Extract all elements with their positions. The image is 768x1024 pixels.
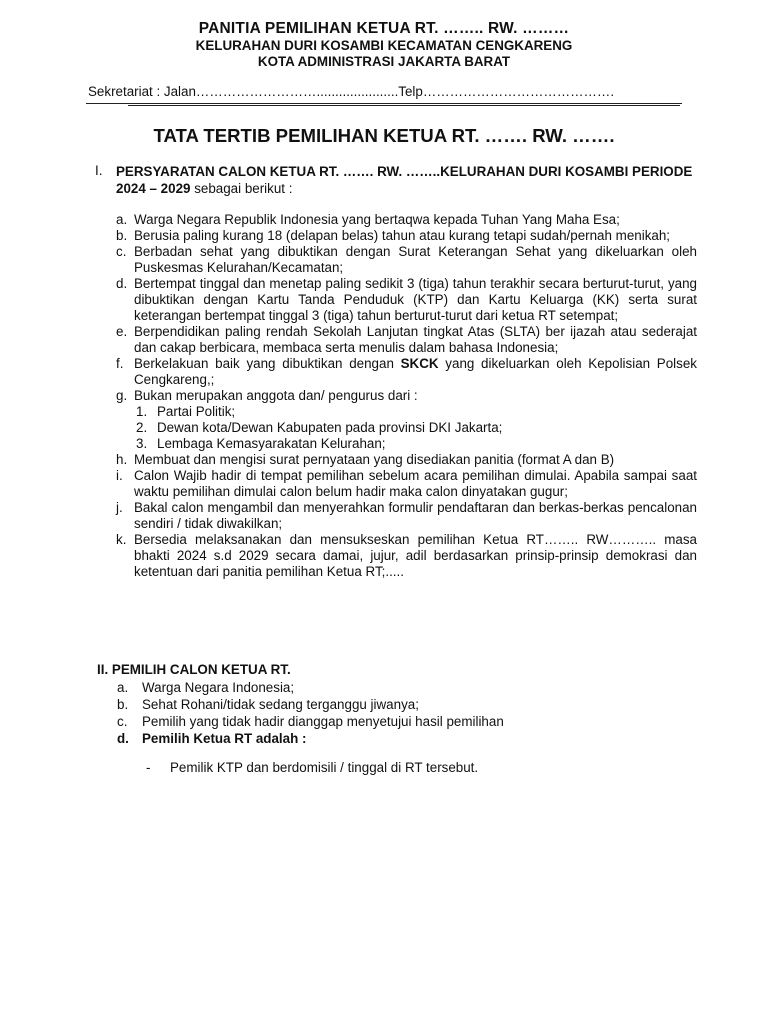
sublist-item (134, 420, 697, 436)
skck-bold-text: SKCK (400, 356, 439, 371)
list-item-text: Warga Negara Republik Indonesia yang bertaqwa kepada Tuhan Yang Maha Esa; (134, 212, 620, 227)
sublist-item-text: Partai Politik; (157, 404, 236, 419)
list-marker: e. (116, 324, 128, 339)
list-marker: a. (117, 680, 129, 695)
section1-heading-bold: PERSYARATAN CALON KETUA RT. ……. RW. ……..KELURAHAN DURI KOSAMBI PERIODE 2024 – 2029 (116, 164, 693, 196)
header-secretariat: Sekretariat : Jalan………………………......................Telp……………………………………. (88, 84, 615, 99)
list-item (116, 468, 697, 500)
sublist-item (134, 404, 697, 420)
list-item-text: Berpendidikan paling rendah Sekolah Lanjutan tingkat Atas (SLTA) ber ijazah atau sederajat dan cakap berbicara, membaca serta menulis dalam bahasa Indonesia; (134, 324, 697, 355)
list-marker: j. (116, 500, 123, 515)
list-item-text: Bakal calon mengambil dan menyerahkan formulir pendaftaran dan berkas-berkas pencalonan sendiri / tidak diwakilkan; (134, 500, 697, 531)
requirements-list (116, 212, 697, 580)
list-item-text: Bertempat tinggal dan menetap paling sedikit 3 (tiga) tahun terakhir secara berturut-turut, yang dibuktikan dengan Kartu Tanda Penduduk (KTP) dan Kartu Keluarga (KK) serta surat keterangan bertempat tinggal 3 (tiga) tahun berturut-turut dari ketua RT setempat; (134, 276, 697, 323)
list-marker: h. (116, 452, 128, 467)
list-item-text: Pemilih yang tidak hadir dianggap menyetujui hasil pemilihan (142, 714, 504, 729)
list-item-text-after: yang dikeluarkan oleh Kepolisian Polsek Cengkareng,; (134, 356, 697, 387)
list-marker: f. (116, 356, 124, 371)
list-item (116, 276, 697, 324)
header-committee-title: PANITIA PEMILIHAN KETUA RT. …….. RW. ……… (198, 20, 570, 37)
list-marker: b. (116, 228, 128, 243)
voters-list (117, 679, 677, 747)
sublist-item (134, 436, 697, 452)
dash-marker: - (146, 760, 151, 775)
list-item (117, 696, 677, 713)
list-marker: d. (117, 731, 129, 746)
list-marker: c. (117, 714, 128, 729)
list-item (116, 228, 697, 244)
list-marker: i. (116, 468, 123, 483)
list-item (116, 212, 697, 228)
list-item-text: Berbadan sehat yang dibuktikan dengan Surat Keterangan Sehat yang dikeluarkan oleh Puskesmas Kelurahan/Kecamatan; (134, 244, 697, 275)
section1-number: I. (95, 163, 103, 178)
section1-heading (116, 163, 706, 197)
sublist-item-text: Dewan kota/Dewan Kabupaten pada provinsi DKI Jakarta; (157, 420, 503, 435)
list-marker: a. (116, 212, 128, 227)
header-city: KOTA ADMINISTRASI JAKARTA BARAT (257, 54, 511, 69)
dash-item-text: Pemilik KTP dan berdomisili / tinggal di RT tersebut. (170, 760, 479, 775)
list-item (117, 713, 677, 730)
list-item (116, 388, 697, 452)
list-marker: d. (116, 276, 128, 291)
list-item (117, 730, 677, 747)
sublist-marker: 3. (136, 436, 148, 451)
list-item-text: Membuat dan mengisi surat pernyataan yang disediakan panitia (format A dan B) (134, 452, 615, 467)
list-item (116, 244, 697, 276)
list-marker: k. (116, 532, 127, 547)
list-marker: b. (117, 697, 129, 712)
dash-item (146, 760, 478, 775)
list-item-text: Berusia paling kurang 18 (delapan belas) tahun atau kurang tetapi sudah/pernah menikah; (134, 228, 670, 243)
list-item (116, 500, 697, 532)
list-item-text: Warga Negara Indonesia; (142, 680, 295, 695)
list-item-text: Bersedia melaksanakan dan mensukseskan pemilihan Ketua RT…….. RW……….. masa bhakti 2024 s.d 2029 secara damai, jujur, adil berdasarkan prinsip-prinsip demokrasi dan ketentuan dari panitia pemilihan Ketua RT;..... (134, 532, 697, 579)
list-item (116, 324, 697, 356)
header-divider-bottom (128, 105, 680, 106)
sublist-marker: 2. (136, 420, 148, 435)
list-item (116, 356, 697, 388)
sublist (134, 404, 697, 452)
sublist-item-text: Lembaga Kemasyarakatan Kelurahan; (157, 436, 386, 451)
document-title: TATA TERTIB PEMILIHAN KETUA RT. ……. RW. ……. (153, 125, 615, 146)
header-district: KELURAHAN DURI KOSAMBI KECAMATAN CENGKARENG (195, 38, 573, 53)
section2-heading: II. PEMILIH CALON KETUA RT. (97, 662, 291, 677)
list-item-text: Bukan merupakan anggota dan/ pengurus dari : (134, 388, 418, 403)
section1-heading-normal: sebagai berikut : (190, 181, 293, 196)
header-divider-top (86, 103, 682, 104)
list-item-text: Berkelakuan baik yang dibuktikan dengan (134, 356, 401, 371)
list-item-text: Sehat Rohani/tidak sedang terganggu jiwanya; (142, 697, 419, 712)
list-marker: c. (116, 244, 127, 259)
list-item (116, 532, 697, 580)
list-item-text: Pemilih Ketua RT adalah : (142, 731, 307, 746)
list-item-text: Calon Wajib hadir di tempat pemilihan sebelum acara pemilihan dimulai. Apabila sampai saat waktu pemilihan dimulai calon belum hadir maka calon dinyatakan gugur; (134, 468, 697, 499)
list-marker: g. (116, 388, 128, 403)
list-item (117, 679, 677, 696)
sublist-marker: 1. (136, 404, 148, 419)
list-item (116, 452, 697, 468)
